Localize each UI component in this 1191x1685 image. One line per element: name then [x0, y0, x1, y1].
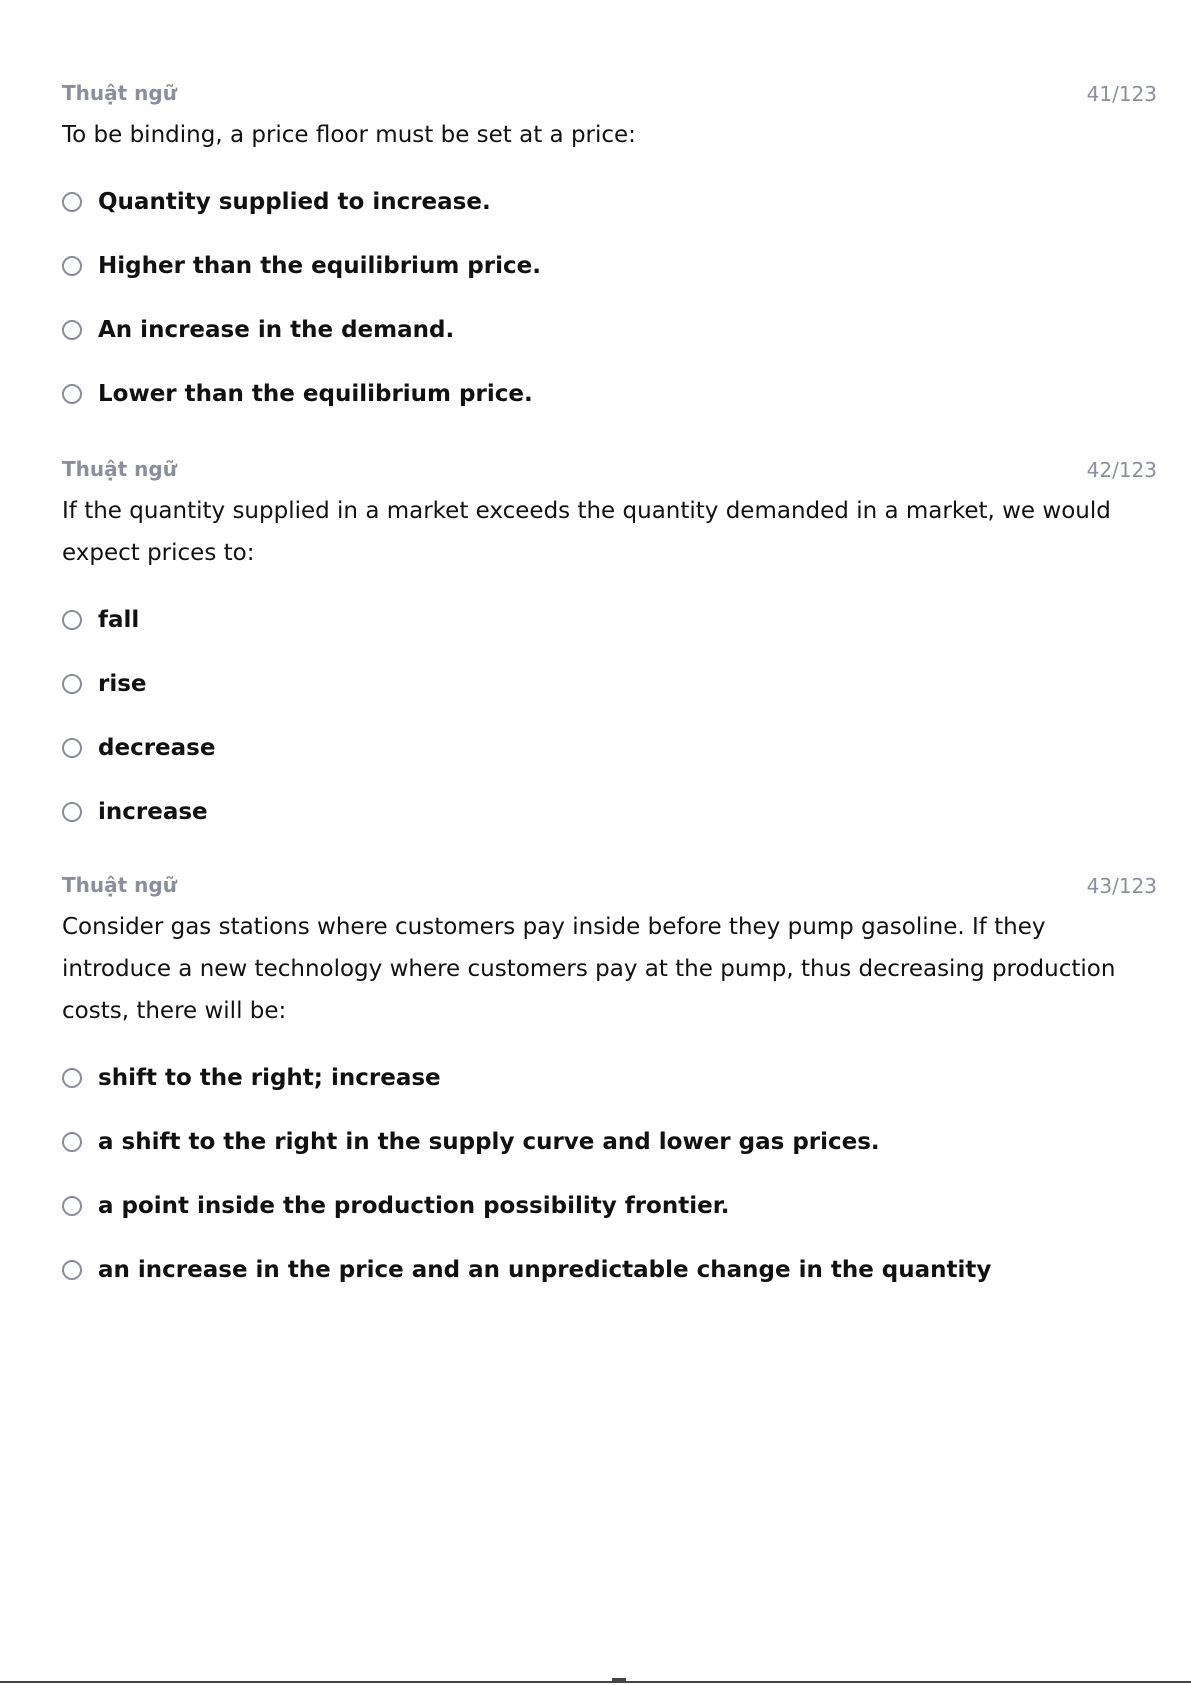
answer-label: shift to the right; increase [98, 1065, 441, 1091]
answer-option[interactable] [62, 1238, 1157, 1302]
term-label: Thuật ngữ [62, 457, 177, 481]
question-header [62, 80, 1157, 110]
radio-circle-icon[interactable] [62, 384, 82, 404]
answer-label: rise [98, 671, 147, 697]
question-card [62, 872, 1157, 1302]
question-header [62, 872, 1157, 902]
answer-label: Higher than the equilibrium price. [98, 253, 541, 279]
answer-option[interactable] [62, 1110, 1157, 1174]
question-counter: 43/123 [1086, 874, 1157, 898]
answer-label: increase [98, 799, 208, 825]
radio-circle-icon[interactable] [62, 1068, 82, 1088]
radio-circle-icon[interactable] [62, 320, 82, 340]
answer-label: Quantity supplied to increase. [98, 189, 491, 215]
answer-option[interactable] [62, 298, 1157, 362]
term-label: Thuật ngữ [62, 81, 177, 105]
answer-label: a point inside the production possibility frontier. [98, 1193, 730, 1219]
radio-circle-icon[interactable] [62, 192, 82, 212]
radio-circle-icon[interactable] [62, 1196, 82, 1216]
radio-circle-icon[interactable] [62, 1132, 82, 1152]
answer-options [62, 170, 1157, 426]
question-counter: 41/123 [1086, 82, 1157, 106]
answer-option[interactable] [62, 652, 1157, 716]
answer-label: Lower than the equilibrium price. [98, 381, 533, 407]
radio-circle-icon[interactable] [62, 256, 82, 276]
answer-options [62, 1046, 1157, 1302]
answer-option[interactable] [62, 234, 1157, 298]
answer-label: An increase in the demand. [98, 317, 455, 343]
radio-circle-icon[interactable] [62, 738, 82, 758]
answer-label: decrease [98, 735, 216, 761]
radio-circle-icon[interactable] [62, 802, 82, 822]
question-card [62, 80, 1157, 426]
page-bottom-marker [612, 1678, 626, 1682]
answer-label: fall [98, 607, 140, 633]
question-text: Consider gas stations where customers pay inside before they pump gasoline. If they introduce a new technology where customers pay at the pump, thus decreasing production costs, there will be: [62, 914, 1116, 1024]
answer-option[interactable] [62, 362, 1157, 426]
term-label: Thuật ngữ [62, 873, 177, 897]
question-header [62, 456, 1157, 486]
answer-label: a shift to the right in the supply curve and lower gas prices. [98, 1129, 880, 1155]
radio-circle-icon[interactable] [62, 1260, 82, 1280]
radio-circle-icon[interactable] [62, 610, 82, 630]
answer-option[interactable] [62, 588, 1157, 652]
answer-options [62, 588, 1157, 844]
question-counter: 42/123 [1086, 458, 1157, 482]
answer-option[interactable] [62, 1174, 1157, 1238]
answer-label: an increase in the price and an unpredictable change in the quantity [98, 1257, 992, 1283]
page-bottom-divider [0, 1681, 1191, 1683]
question-card [62, 456, 1157, 844]
question-text: To be binding, a price floor must be set at a price: [62, 122, 636, 148]
radio-circle-icon[interactable] [62, 674, 82, 694]
answer-option[interactable] [62, 1046, 1157, 1110]
answer-option[interactable] [62, 780, 1157, 844]
answer-option[interactable] [62, 716, 1157, 780]
answer-option[interactable] [62, 170, 1157, 234]
question-text: If the quantity supplied in a market exceeds the quantity demanded in a market, we would expect prices to: [62, 498, 1111, 566]
